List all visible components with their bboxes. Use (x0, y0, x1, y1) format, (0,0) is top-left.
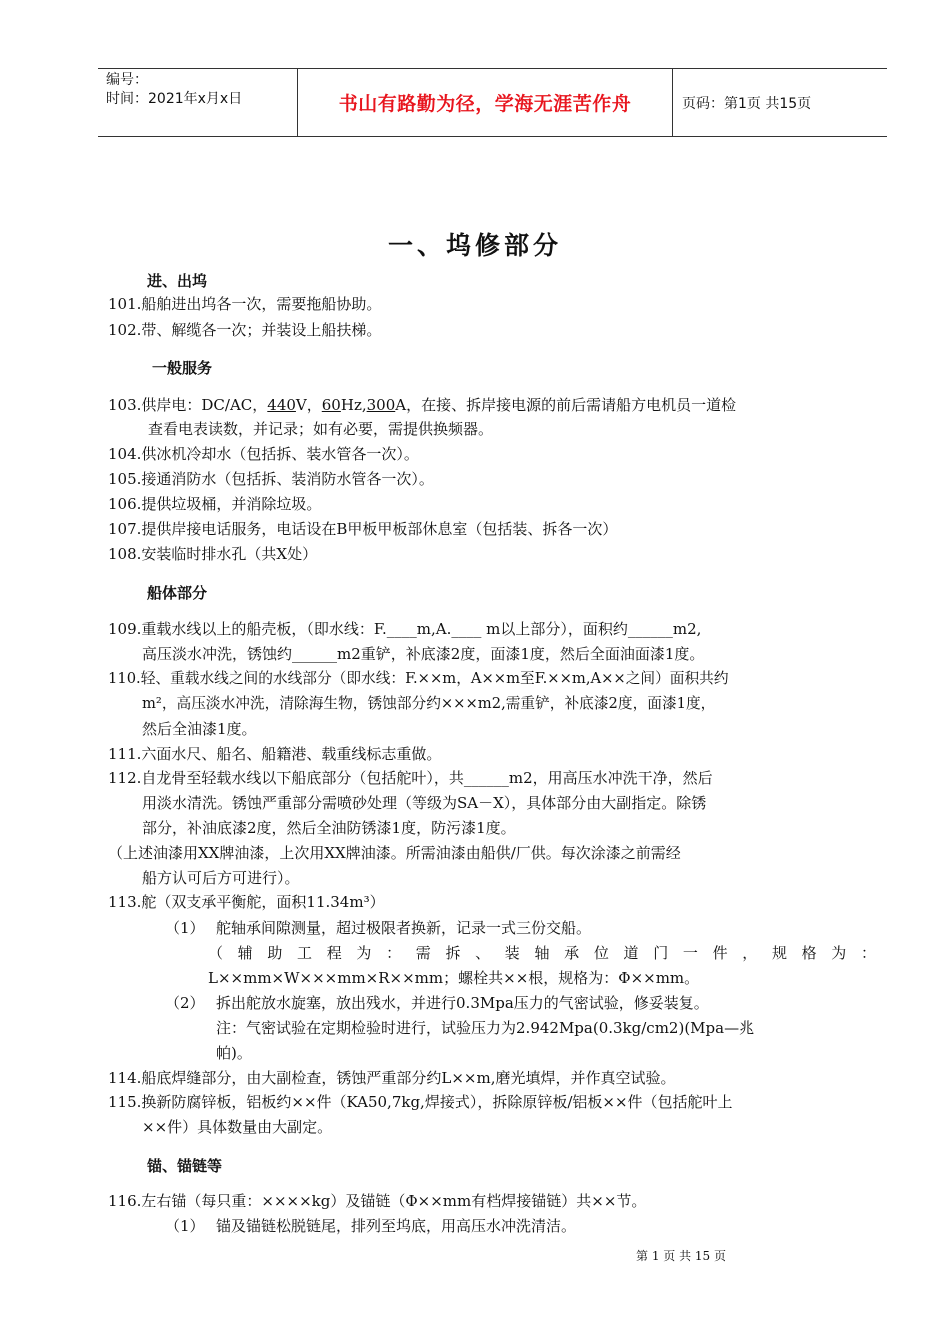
text-run: 109.重载水线以上的船壳板，（即水线：F. (108, 620, 387, 638)
section-heading: 船体部分 (147, 584, 208, 602)
text-run: 103.供岸电：DC/AC， (108, 396, 268, 414)
text-run: Hz, (340, 396, 367, 414)
item-116-1: 锚及锚链松脱链尾，排列至坞底，用高压水冲洗清洁。 (216, 1217, 577, 1235)
item-113-2-note: 注：气密试验在定期检验时进行，试验压力为2.942Mpa(0.3kg/cm2)(Mpa—兆 (216, 1019, 755, 1037)
text-run: m2，用高压水冲洗干净，然后 (508, 769, 713, 787)
item-113-2: 拆出舵放水旋塞，放出残水，并进行0.3Mpa压力的气密试验，修妥装复。 (216, 994, 709, 1012)
text-run: A，在接、拆岸接电源的前后需请船方电机员一道检 (395, 396, 737, 414)
blank-field: ____ (451, 620, 482, 638)
item-103 (108, 393, 736, 417)
section-heading: 一般服务 (152, 359, 213, 377)
item-112-note-cont: 船方认可后方可进行）。 (142, 869, 300, 887)
section-heading: 锚、锚链等 (147, 1157, 223, 1175)
page-title: 一、坞修部分 (387, 231, 562, 260)
item-103-cont: 查看电表读数，并记录；如有必要，需提供换频器。 (148, 420, 494, 438)
text-run: m以上部分），面积约 (481, 620, 628, 638)
header-motto: 书山有路勤为径，学海无涯苦作舟 (298, 69, 673, 136)
current-value: 300 (366, 396, 396, 414)
item-113-1: 舵轴承间隙测量，超过极限者换新，记录一式三份交船。 (216, 919, 592, 937)
item-102: 102.带、解缆各一次；并装设上船扶梯。 (108, 321, 382, 339)
section-heading: 进、出坞 (147, 272, 208, 290)
time-label: 时间：2021年x月x日 (106, 91, 243, 107)
voltage-value: 440 (267, 396, 296, 414)
item-115-cont: ××件）具体数量由大副定。 (142, 1118, 333, 1136)
item-116: 116.左右锚（每只重：××××kg）及锚链（Φ××mm有档焊接锚链）共××节。 (108, 1192, 647, 1210)
item-104: 104.供冰机冷却水（包括拆、装水管各一次）。 (108, 445, 419, 463)
item-109 (108, 617, 701, 641)
item-114: 114.船底焊缝部分，由大副检查，锈蚀严重部分约L××m,磨光填焊，并作真空试验。 (108, 1069, 676, 1087)
item-106: 106.提供垃圾桶，并消除垃圾。 (108, 495, 322, 513)
item-105: 105.接通消防水（包括拆、装消防水管各一次）。 (108, 470, 434, 488)
sub-item-number: （1） (165, 919, 205, 937)
item-107: 107.提供岸接电话服务，电话设在B甲板甲板部休息室（包括装、拆各一次） (108, 520, 618, 538)
item-115: 115.换新防腐锌板，铝板约××件（KA50,7kg,焊接式），拆除原锌板/铝板××件（包括舵叶上 (108, 1093, 733, 1111)
item-111: 111.六面水尺、船名、船籍港、载重线标志重做。 (108, 745, 442, 763)
item-113: 113.舵（双支承平衡舵，面积11.34m³） (108, 893, 385, 911)
item-112-cont: 用淡水清洗。锈蚀严重部分需喷砂处理（等级为SA－X），具体部分由大副指定。除锈 (142, 794, 707, 812)
item-112-note: （上述油漆用XX牌油漆，上次用XX牌油漆。所需油漆由船供/厂供。每次涂漆之前需经 (108, 844, 681, 862)
header-page-info: 页码：第1页 共15页 (682, 95, 812, 112)
blank-field: ______ (463, 769, 509, 787)
item-108: 108.安装临时排水孔（共X处） (108, 545, 318, 563)
blank-field: ____ (386, 620, 417, 638)
item-113-1-note-cont: L××mm×W×××mm×R××mm；螺栓共××根，规格为：Φ××mm。 (208, 969, 700, 987)
item-101: 101.船舶进出坞各一次，需要拖船协助。 (108, 295, 382, 313)
text-run: 112.自龙骨至轻载水线以下船底部分（包括舵叶），共 (108, 769, 464, 787)
blank-field: ______ (627, 620, 673, 638)
frequency-value: 60 (321, 396, 341, 414)
item-113-2-note-cont: 帕)。 (216, 1044, 252, 1062)
sub-item-number: （2） (165, 994, 205, 1012)
header-meta (98, 69, 298, 136)
text-run: V， (295, 396, 322, 414)
number-label: 编号： (106, 72, 148, 88)
text-run: m2重铲，补底漆2度，面漆1度，然后全面油面漆1度。 (337, 645, 705, 663)
sub-item-number: （1） (165, 1217, 205, 1235)
blank-field: ______ (292, 645, 338, 663)
text-run: m2, (672, 620, 702, 638)
text-run: m,A. (416, 620, 452, 638)
item-110-cont: 然后全油漆1度。 (142, 720, 257, 738)
page-footer: 第 1 页 共 15 页 (636, 1249, 726, 1263)
item-113-1-note: （辅助工程为：需拆、装轴承位道门一件，规格为： (208, 944, 876, 962)
page-header (98, 68, 887, 137)
item-112 (108, 766, 713, 790)
item-110: 110.轻、重载水线之间的水线部分（即水线：F.××m，A××m至F.××m,A××之间）面积共约 (108, 670, 729, 687)
item-110-cont: m²，高压淡水冲洗，清除海生物，锈蚀部分约×××m2,需重铲，补底漆2度，面漆1度， (142, 695, 716, 712)
item-109-cont (142, 642, 704, 666)
text-run: 高压淡水冲洗，锈蚀约 (142, 645, 293, 663)
item-112-cont: 部分，补油底漆2度，然后全油防锈漆1度，防污漆1度。 (142, 819, 516, 837)
